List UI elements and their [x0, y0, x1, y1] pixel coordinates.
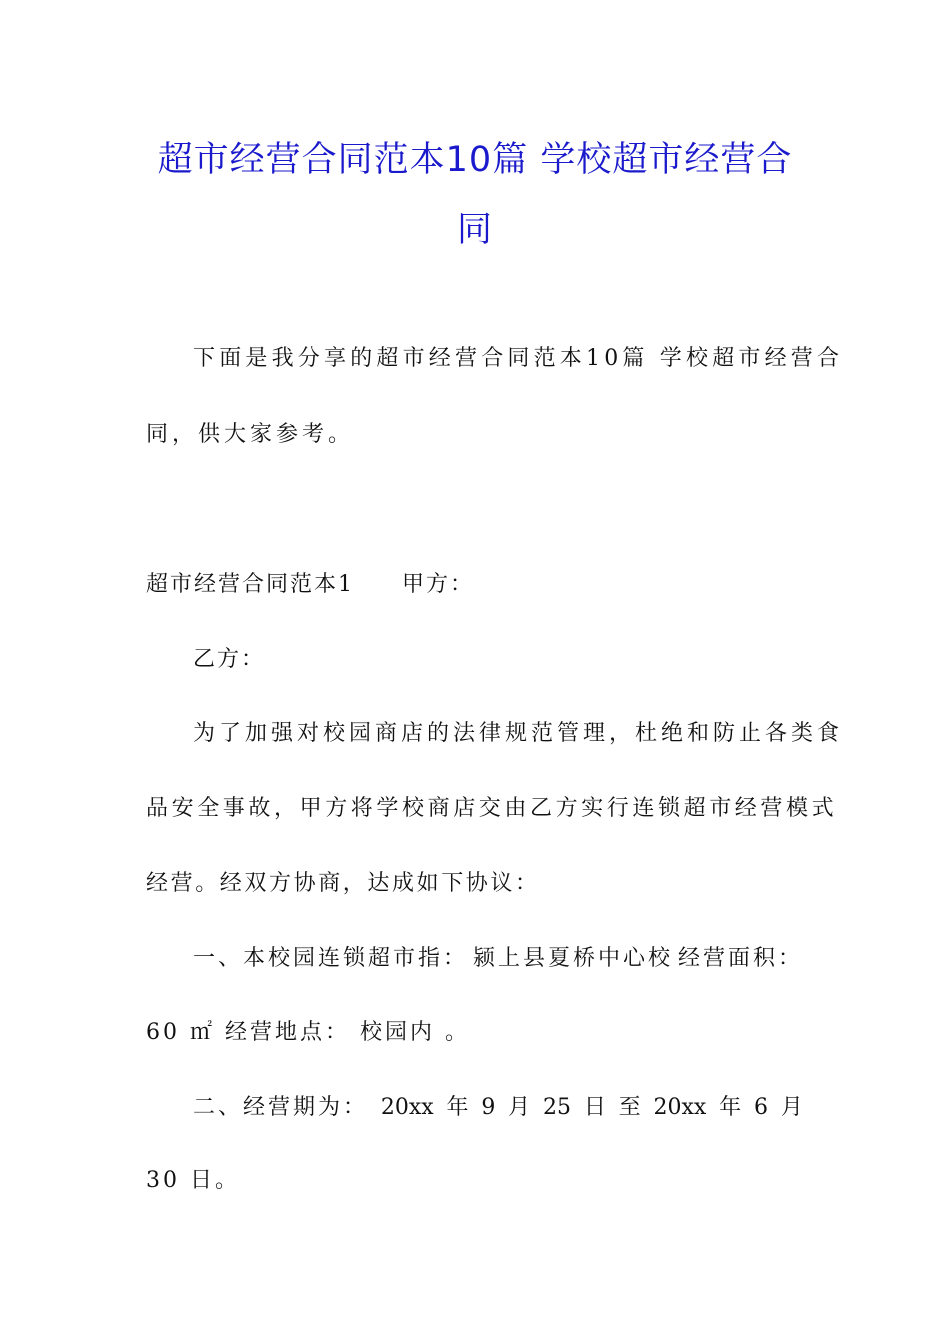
- clause-2-line-1: [193, 1093, 803, 1123]
- clause-1-line-1: [193, 944, 803, 974]
- clause-2-label: 二、经营期为：: [193, 1095, 369, 1120]
- date-part: 年: [446, 1095, 469, 1120]
- date-part: 25: [543, 1095, 571, 1120]
- date-part: 9: [481, 1095, 496, 1120]
- clause-1-label: 一、本校园连锁超市指：: [193, 946, 469, 971]
- date-part: 月: [508, 1095, 531, 1120]
- document-title-line-2: 同: [456, 210, 493, 250]
- date-part: 日: [583, 1095, 606, 1120]
- date-part: 6: [754, 1095, 768, 1120]
- clause-1-line-2: 60 ㎡ 经营地点： 校园内 。: [146, 1020, 470, 1045]
- paragraph-line: 经营。经双方协商，达成如下协议：: [146, 871, 540, 896]
- party-a-label: 甲方：: [402, 572, 475, 597]
- document-title-line-1: 超市经营合同范本10篇 学校超市经营合: [157, 140, 793, 180]
- party-b-label: 乙方：: [193, 647, 266, 672]
- contract-heading: 超市经营合同范本1: [146, 572, 354, 597]
- paragraph-line: 品安全事故，甲方将学校商店交由乙方实行连锁超市经营模式: [146, 796, 838, 821]
- area-label: 经营面积：: [677, 946, 803, 971]
- school-name: 颍上县夏桥中心校: [472, 946, 673, 971]
- intro-line-1: 下面是我分享的超市经营合同范本10篇 学校超市经营合: [193, 346, 844, 371]
- paragraph-line: 为了加强对校园商店的法律规范管理，杜绝和防止各类食: [193, 721, 844, 746]
- date-part: 年: [719, 1095, 742, 1120]
- date-part: 20xx: [380, 1095, 434, 1120]
- intro-line-2: 同，供大家参考。: [146, 422, 355, 447]
- clause-2-line-2: 30 日。: [146, 1168, 240, 1193]
- date-part: 至: [618, 1095, 641, 1120]
- date-part: 月: [780, 1095, 803, 1120]
- date-part: 20xx: [653, 1095, 707, 1120]
